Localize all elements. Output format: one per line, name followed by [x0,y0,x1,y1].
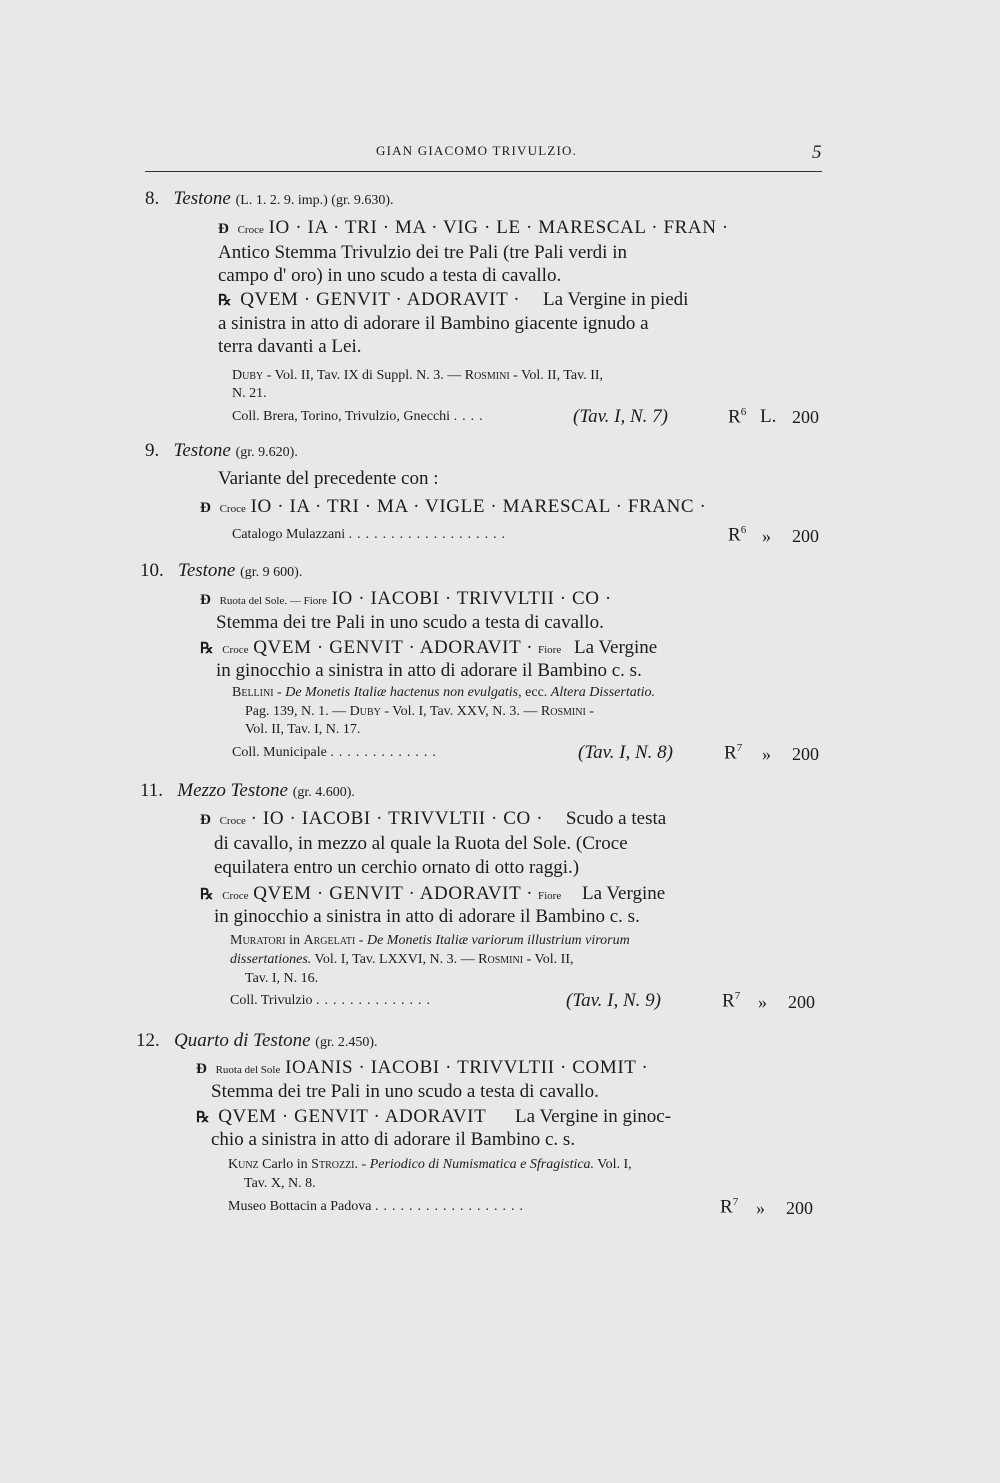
description-text: Scudo a testa [565,808,667,829]
plate-reference: (Tav. I, N. 9) [566,990,661,1011]
coin-legend: QVEM · GENVIT · ADORAVIT · [240,289,521,310]
author: Muratori [230,933,286,948]
entry-9-heading [145,440,298,462]
entry-8-heading [145,188,394,210]
entry-10-reverse [200,637,657,659]
author: Rosmini [478,952,524,967]
currency: » [762,744,771,764]
description-line: chio a sinistra in atto di adorare il Bambino c. s. [211,1129,576,1150]
rarity-degree: 6 [740,524,747,536]
ref-text: Pag. 139, N. 1. — [245,704,350,719]
ref-text: in [285,933,304,948]
leader-dots: .... [453,409,488,424]
collection-line [232,409,488,425]
collection-line [232,745,441,761]
leader-dots: .............. [315,993,435,1008]
description-line: Variante del precedente con : [218,468,439,489]
currency: » [758,992,767,1012]
mint-mark: Croce [222,890,249,902]
description-line: in ginocchio a sinistra in atto di adorare il Bambino c. s. [216,660,642,681]
currency: L. [760,406,777,427]
rarity [724,742,742,764]
mint-mark: Ruota del Sole. — Fiore [219,595,327,607]
obverse-symbol: Ɖ [200,500,211,516]
collection: Coll. Municipale [232,745,327,760]
collection: Museo Bottacin a Padova [228,1199,372,1214]
currency: » [762,526,771,546]
plate-reference: (Tav. I, N. 8) [578,742,673,763]
price: 200 [792,526,819,546]
collection-line [230,993,435,1009]
page-number: 5 [812,142,822,163]
rarity [728,406,746,428]
leader-dots: .................. [374,1199,528,1214]
author: Strozzi. [311,1157,359,1172]
ref-title: De Monetis Italiæ variorum illustrium virorum [366,933,630,948]
description-line: equilatera entro un cerchio ornato di otto raggi.) [214,857,580,878]
denomination: Quarto di Testone [174,1030,311,1051]
description-line: in ginocchio a sinistra in atto di adorare il Bambino c. s. [214,906,640,927]
author: Duby [349,704,381,719]
description-text: La Vergine in ginoc- [515,1106,672,1127]
entry-number: 8. [145,188,160,209]
mint-mark: Croce [237,224,264,236]
author: Rosmini [540,704,586,719]
author: Kunz [228,1157,259,1172]
collection-line [232,527,510,543]
ref-text: Vol. I, [594,1157,632,1172]
description-line: di cavallo, in mezzo al quale la Ruota del Sole. (Croce [214,833,628,854]
entry-9-obverse [200,496,706,518]
entry-12-heading [136,1030,378,1052]
reference-line: Vol. II, Tav. I, N. 17. [245,722,361,737]
ref-text: - Vol. I, Tav. XXV, N. 3. — [380,704,541,719]
price: 200 [792,744,819,764]
mint-mark: Croce [219,503,246,515]
entry-11-obverse [200,808,666,830]
weight: (gr. 9.620). [235,445,298,460]
rarity-degree: 6 [740,406,747,418]
rarity-degree: 7 [734,990,741,1002]
coin-legend: QVEM · GENVIT · ADORAVIT · [253,637,534,658]
price: 200 [792,407,819,427]
rarity [720,1196,738,1218]
obverse-symbol: Ɖ [196,1061,207,1077]
description-text: La Vergine [581,883,666,904]
description-text: La Vergine in piedi [542,289,689,310]
coin-legend: IO · IA · TRI · MA · VIG · LE · MARESCAL · FRAN · [268,217,729,238]
ref-title: dissertationes. [230,952,312,967]
collection: Catalogo Mulazzani [232,527,346,542]
reverse-symbol: ℞ [200,887,214,903]
coin-legend: QVEM · GENVIT · ADORAVIT [218,1106,487,1127]
description-text: La Vergine [573,637,658,658]
entry-10-obverse [200,588,612,610]
author: Duby [232,368,264,383]
mint-mark: Fiore [537,644,562,656]
reference-line: Tav. I, N. 16. [245,971,319,986]
rarity-degree: 7 [736,742,743,754]
obverse-symbol: Ɖ [200,812,211,828]
coin-legend: IO · IA · TRI · MA · VIGLE · MARESCAL · FRANC · [250,496,707,517]
denomination: Mezzo Testone [177,780,288,801]
mint-mark: Ruota del Sole [215,1064,281,1076]
obverse-symbol: Ɖ [218,221,229,237]
description-line: campo d' oro) in uno scudo a testa di cavallo. [218,265,562,286]
rarity-letter: R [722,990,735,1012]
reference-line [245,704,594,720]
description-line: a sinistra in atto di adorare il Bambino giacente ignudo a [218,313,649,334]
entry-8-reverse [218,289,688,311]
rarity [728,524,746,546]
reference-line [230,952,574,968]
ref-text: - [585,704,594,719]
entry-number: 12. [136,1030,160,1051]
reverse-symbol: ℞ [218,293,232,309]
denomination: Testone [173,188,231,209]
reverse-symbol: ℞ [200,641,214,657]
reference-line [232,368,603,384]
collection-line [228,1199,528,1215]
description-line: Stemma dei tre Pali in uno scudo a testa di cavallo. [211,1081,599,1102]
header-rule [145,171,822,172]
ref-text: ecc. [521,685,551,700]
description-line: terra davanti a Lei. [218,336,362,357]
running-head: GIAN GIACOMO TRIVULZIO. [376,143,578,158]
ref-text: Carlo in [258,1157,312,1172]
entry-number: 11. [140,780,164,801]
weight: (gr. 9 600). [240,565,303,580]
entry-12-reverse [196,1106,671,1128]
coin-legend: · IO · IACOBI · TRIVVLTII · CO · [250,808,544,829]
coin-legend: QVEM · GENVIT · ADORAVIT · [253,883,534,904]
entry-11-heading [140,780,355,802]
collection: Coll. Trivulzio [230,993,313,1008]
plate-reference: (Tav. I, N. 7) [573,406,668,427]
coin-legend: IO · IACOBI · TRIVVLTII · CO · [331,588,612,609]
rarity-letter: R [728,524,741,546]
entry-number: 9. [145,440,160,461]
reference-line: N. 21. [232,386,267,401]
leader-dots: ................... [348,527,511,542]
author: Rosmini [464,368,510,383]
ref-title: Periodico di Numismatica e Sfragistica. [369,1157,595,1172]
ref-title: De Monetis Italiæ hactenus non evulgatis, [285,685,522,700]
rarity-letter: R [724,742,737,764]
reverse-symbol: ℞ [196,1110,210,1126]
mint-mark: Croce [219,815,246,827]
weight: (gr. 4.600). [292,785,355,800]
price: 200 [788,992,815,1012]
entry-12-obverse [196,1057,648,1079]
denomination: Testone [173,440,231,461]
description-line: Antico Stemma Trivulzio dei tre Pali (tre Pali verdi in [218,242,627,263]
entry-11-reverse [200,883,665,905]
ref-text: - [355,933,367,948]
entry-10-heading [140,560,302,582]
price: 200 [786,1198,813,1218]
collection: Coll. Brera, Torino, Trivulzio, Gnecchi [232,409,451,424]
leader-dots: ............. [330,745,441,760]
mint-mark: Croce [222,644,249,656]
weight: (L. 1. 2. 9. imp.) (gr. 9.630). [235,193,394,208]
rarity-degree: 7 [732,1196,739,1208]
mint-mark: Fiore [537,890,562,902]
weight: (gr. 2.450). [315,1035,378,1050]
reference-line [228,1157,632,1173]
rarity-letter: R [728,406,741,428]
entry-8-obverse [218,217,729,239]
entry-number: 10. [140,560,164,581]
ref-text: - [273,685,286,700]
ref-text: Vol. I, Tav. LXXVI, N. 3. — [311,952,479,967]
currency: » [756,1198,765,1218]
reference-line: Tav. X, N. 8. [244,1176,316,1191]
ref-text: - Vol. II, Tav. II, [509,368,604,383]
author: Argelati [303,933,356,948]
denomination: Testone [178,560,236,581]
coin-legend: IOANIS · IACOBI · TRIVVLTII · COMIT · [285,1057,649,1078]
reference-line [232,685,655,701]
description-line: Stemma dei tre Pali in uno scudo a testa di cavallo. [216,612,604,633]
ref-text: - [358,1157,370,1172]
author: Bellini [232,685,274,700]
ref-title: Altera Dissertatio. [550,685,656,700]
reference-line [230,933,630,949]
rarity [722,990,740,1012]
ref-text: - Vol. II, [523,952,574,967]
obverse-symbol: Ɖ [200,592,211,608]
rarity-letter: R [720,1196,733,1218]
ref-text: - Vol. II, Tav. IX di Suppl. N. 3. — [263,368,465,383]
